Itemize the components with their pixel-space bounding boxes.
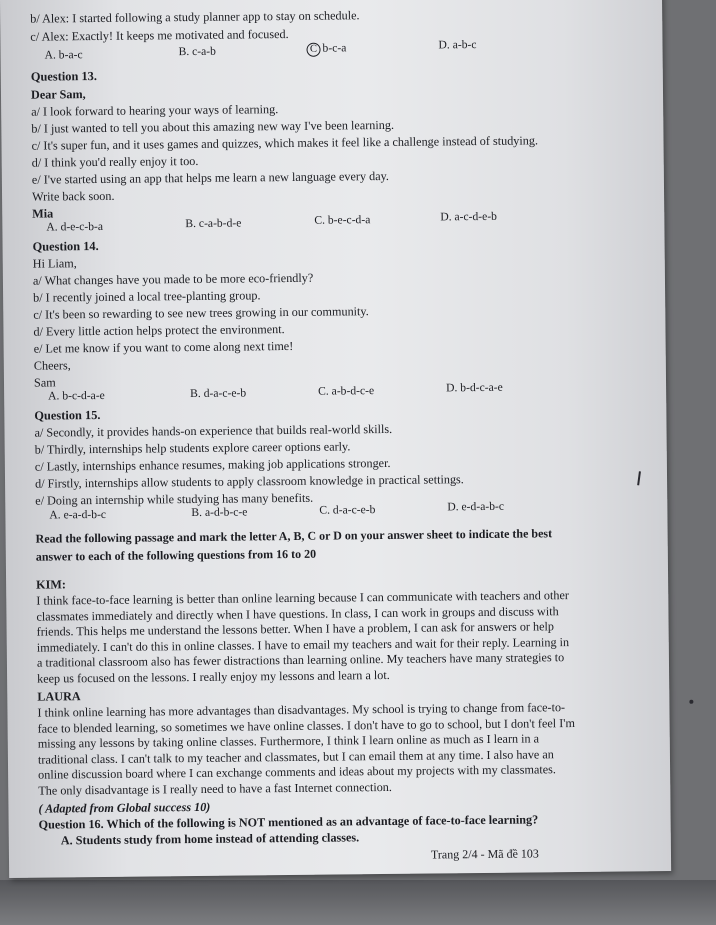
pen-stroke-mark [637,471,641,485]
kim-line: a traditional classroom also has fewer distractions than learning online. My teachers have many strategies to [36,650,565,670]
q13-option-c: C. b-e-c-d-a [314,213,371,227]
q12-option-b: B. c-a-b [178,44,216,59]
q12-option-a: A. b-a-c [44,48,83,62]
q15-line-b: b/ Thirdly, internships help students explore career options early. [34,439,351,457]
q15-option-c: C. d-a-c-e-b [319,503,376,517]
passage-laura-name: LAURA [37,689,81,704]
kim-line: classmates immediately and directly when I have questions. In class, I can work in groups and discuss with [36,603,559,624]
q14-line-e: e/ Let me know if you want to come along next time! [33,338,294,356]
q15-option-d: D. e-d-a-b-c [447,499,505,514]
q13-option-a: A. d-e-c-b-a [46,219,104,234]
passage-source: ( Adapted from Global success 10) [38,799,211,816]
q15-line-e: e/ Doing an internship while studying has many benefits. [35,490,314,508]
q14-line-b: b/ I recently joined a local tree-planting group. [33,288,261,305]
laura-line: missing any lessons by taking online classes. Furthermore, I think I learn online as much as I learn in a [37,731,540,751]
laura-line: face to blended learning, so sometimes we have online classes. I don't have to go to school, but I don't feel I'm [37,715,575,736]
kim-line: friends. This helps me understand the lessons better. When I have a problem, I can ask for answers or help [36,619,555,639]
q14-line-a: a/ What changes have you made to be more eco-friendly? [32,270,314,288]
passage-laura-text [37,700,575,799]
q12-option-c [306,41,346,56]
q16-option-a: A. Students study from home instead of attending classes. [60,830,360,848]
laura-line: traditional class. I can't talk to my teacher and classmates, but I can email them at any time. I also have an [37,746,554,767]
q14-line-c: c/ It's been so rewarding to see new trees growing in our community. [33,304,369,322]
q14-option-c: C. a-b-d-c-e [318,384,375,398]
reading-instruction-line-1: Read the following passage and mark the letter A, B, C or D on your answer sheet to indicate the best [35,526,553,546]
q14-line-d: d/ Every little action helps protect the environment. [33,322,285,339]
q14-option-d: D. b-d-c-a-e [446,380,503,395]
q14-closing: Cheers, [33,358,71,373]
q13-line-c: c/ It's super fun, and it uses games and quizzes, which makes it feel like a challenge instead of studying. [31,133,539,153]
q13-option-d: D. a-c-d-e-b [440,209,498,224]
laura-line: online discussion board where I can exchange comments and ideas about my projects with my classmates. [38,762,556,782]
q13-line-a: a/ I look forward to hearing your ways of learning. [31,102,279,119]
answer-circle-mark: C [306,43,320,57]
q13-title: Question 13. [30,68,97,84]
q13-signature: Mia [32,206,54,221]
table-surface [0,880,716,925]
q16-question: Question 16. Which of the following is NOT mentioned as an advantage of face-to-face learning? [38,812,539,832]
reading-instruction-line-2: answer to each of the following questions from 16 to 20 [35,546,317,564]
q12-line-b: b/ Alex: I started following a study planner app to stay on schedule. [30,8,360,26]
q13-closing: Write back soon. [31,188,115,204]
ink-dot-mark [689,700,693,704]
q12-option-c-text: b-c-a [322,41,347,55]
q13-line-b: b/ I just wanted to tell you about this amazing new way I've been learning. [31,117,395,136]
page-footer: Trang 2/4 - Mã đề 103 [430,846,539,862]
q15-title: Question 15. [34,407,101,423]
q13-line-d: d/ I think you'd really enjoy it too. [31,153,199,170]
q14-option-b: B. d-a-c-e-b [190,386,247,401]
q14-title: Question 14. [32,238,99,254]
q14-option-a: A. b-c-d-a-e [48,388,105,403]
q12-line-c: c/ Alex: Exactly! It keeps me motivated and focused. [30,26,289,44]
kim-line: keep us focused on the lessons. I really enjoy my lessons and learn a lot. [37,667,390,686]
q13-option-b: B. c-a-b-d-e [185,216,242,231]
laura-line: The only disadvantage is I really need to have a fast Internet connection. [38,779,392,798]
passage-kim-name: KIM: [36,577,66,592]
q13-greeting: Dear Sam, [30,87,86,102]
q14-greeting: Hi Liam, [32,256,77,271]
kim-line: immediately. I can't do this in online classes. I have to email my teachers and wait for their reply. Learning in [36,634,570,655]
q14-signature: Sam [33,375,56,390]
q15-line-a: a/ Secondly, it provides hands-on experience that builds real-world skills. [34,421,393,440]
q15-line-d: d/ Firstly, internships allow students to apply classroom knowledge in practical settings. [34,472,464,491]
q15-option-b: B. a-d-b-c-e [191,505,248,520]
q15-option-a: A. e-a-d-b-c [49,507,107,522]
laura-line: I think online learning has more advantages than disadvantages. My school is trying to change from face-to- [37,700,566,720]
kim-line: I think face-to-face learning is better than online learning because I can communicate with teachers and other [36,588,569,608]
q12-option-d: D. a-b-c [438,38,477,52]
q15-line-c: c/ Lastly, internships enhance resumes, making job applications stronger. [34,455,391,474]
passage-kim-text [36,588,570,687]
q13-line-e: e/ I've started using an app that helps me learn a new language every day. [31,168,390,187]
